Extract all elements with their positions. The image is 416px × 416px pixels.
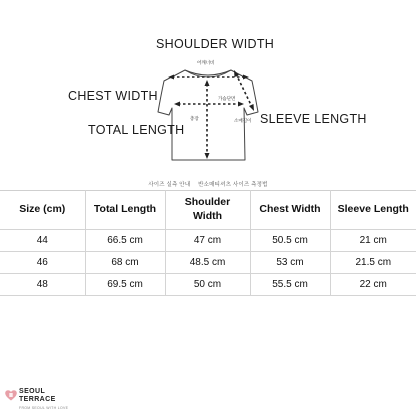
cell-sleeve-length: 22 cm <box>330 274 416 296</box>
cell-total-length: 68 cm <box>85 252 165 274</box>
cell-total-length: 66.5 cm <box>85 230 165 252</box>
brand-logo <box>4 384 94 414</box>
inner-label-length: 총장 <box>190 117 199 122</box>
size-table <box>0 190 416 296</box>
cell-size: 46 <box>0 252 85 274</box>
cell-sleeve-length: 21.5 cm <box>330 252 416 274</box>
size-table-header-row <box>0 191 416 230</box>
brand-name-line1: SEOUL <box>19 388 46 395</box>
cell-shoulder-width: 47 cm <box>165 230 250 252</box>
cell-shoulder-width: 48.5 cm <box>165 252 250 274</box>
caption-part-1: 사이즈 실측 안내 <box>148 182 191 188</box>
sleeve-length-label: SLEEVE LENGTH <box>260 112 367 126</box>
tshirt-measurement-diagram <box>0 0 416 200</box>
cell-size: 48 <box>0 274 85 296</box>
cell-sleeve-length: 21 cm <box>330 230 416 252</box>
chest-width-label: CHEST WIDTH <box>68 89 158 103</box>
measurement-caption <box>0 180 416 188</box>
inner-label-sleeve: 소매길이 <box>234 119 252 124</box>
header-total-length: Total Length <box>85 191 165 230</box>
total-length-label: TOTAL LENGTH <box>88 123 185 137</box>
cell-chest-width: 50.5 cm <box>250 230 330 252</box>
cell-chest-width: 55.5 cm <box>250 274 330 296</box>
brand-name-line2: TERRACE <box>19 396 56 403</box>
header-shoulder-width: Shoulder Width <box>165 191 250 230</box>
inner-label-shoulder: 어깨너비 <box>197 61 215 66</box>
inner-label-chest: 가슴단면 <box>218 97 236 102</box>
header-chest-width: Chest Width <box>250 191 330 230</box>
cell-shoulder-width: 50 cm <box>165 274 250 296</box>
cell-size: 44 <box>0 230 85 252</box>
cell-chest-width: 53 cm <box>250 252 330 274</box>
header-sleeve-length: Sleeve Length <box>330 191 416 230</box>
caption-part-2: 반소매티셔츠 사이즈 측정법 <box>198 182 268 188</box>
brand-tagline: FROM SEOUL WITH LOVE <box>19 406 69 410</box>
cell-total-length: 69.5 cm <box>85 274 165 296</box>
table-row <box>0 230 416 252</box>
header-size: Size (cm) <box>0 191 85 230</box>
table-row <box>0 274 416 296</box>
shoulder-width-label: SHOULDER WIDTH <box>156 37 275 51</box>
heart-icon <box>4 388 18 402</box>
table-row <box>0 252 416 274</box>
